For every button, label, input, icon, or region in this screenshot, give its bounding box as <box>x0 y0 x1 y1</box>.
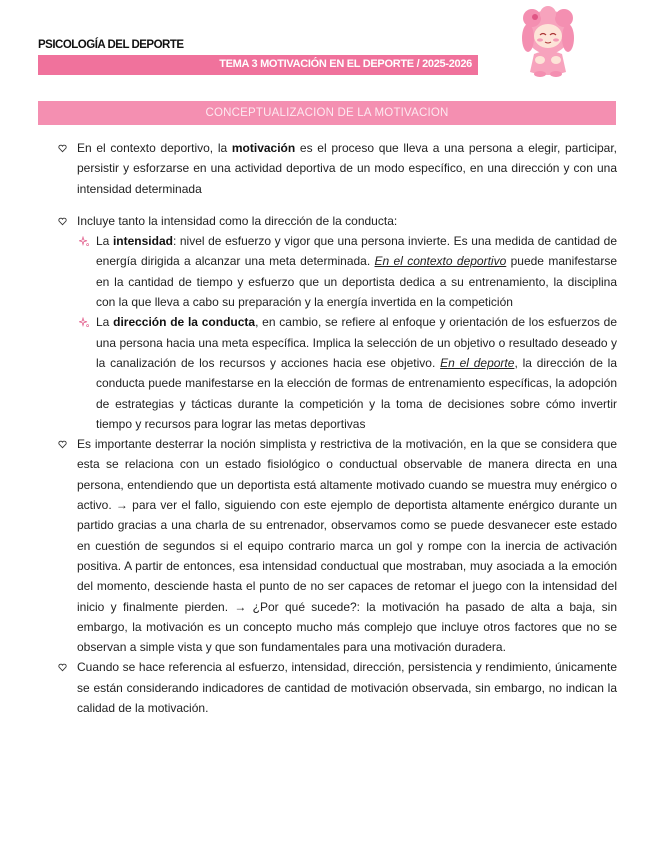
heart-outline-icon <box>58 663 67 672</box>
bullet-item-indicators <box>58 657 617 718</box>
bullet-item-definition <box>58 138 617 199</box>
paragraph-text: Incluye tanto la intensidad como la dirección de la conducta: <box>77 213 398 228</box>
text-run: La <box>96 234 113 249</box>
sub-bullet-intensidad <box>58 231 617 312</box>
text-run: , en cambio, se refiere al enfoque y orientación de los esfuerzos de una persona hacia una meta específica. Implica la selección de un objetivo o resultado deseado y la canalización de los recursos y acciones hacia ese objetivo. <box>96 315 617 370</box>
text-run: , la dirección de la conducta puede manifestarse en la elección de formas de entrenamiento específicas, la adopción de estrategias y tácticas durante la competición y la toma de decisiones sobre cómo invertir tiempo y recursos para lograr las metas deportivas <box>96 355 617 431</box>
topic-title: TEMA 3 MOTIVACIÓN EN EL DEPORTE / 2025-2026 <box>219 58 472 70</box>
text-run: : nivel de esfuerzo y vigor que una persona invierte. Es una medida de cantidad de energía dirigida a alcanzar una meta determinada. <box>96 234 617 269</box>
document-body <box>58 138 617 718</box>
text-run: es el proceso que lleva a una persona a elegir, participar, persistir y esforzarse en una actividad deportiva de un modo específico, en una dirección y con una intensidad determinada <box>77 141 617 196</box>
underlined-phrase: En el deporte <box>440 355 515 370</box>
paragraph-text <box>96 312 617 434</box>
subject-title: PSICOLOGÍA DEL DEPORTE <box>38 39 184 51</box>
text-run: La <box>96 315 114 330</box>
heart-outline-icon <box>58 144 67 153</box>
paragraph-text: Es importante desterrar la noción simplista y restrictiva de la motivación, en la que se considera que esta se relaciona con un estado fisiológico o conductual observable de manera directa en una persona, entendiendo que un deportista está altamente motivado cuando se muestra muy enérgico o activo. → para ver el fallo, siguiendo con este ejemplo de deportista altamente enérgico durante un partido gracias a una charla de su entrenador, observamos como se puede desvanecer este estado en cuestión de segundos si el equipo contrario marca un gol y rompe con la inercia de activación positiva. A partir de entonces, esa intensidad conductual que mostraban, muy asociada a la emoción del momento, desciende hasta el punto de no ser capaces de retomar el juego con la intensidad del inicio y finalmente pierden. → ¿Por qué sucede?: la motivación ha pasado de alta a baja, sin embargo, la motivación es un concepto mucho más complejo que incluye otros factores que no se observan a simple vista y que son fundamentales para una motivación duradera. <box>77 437 617 655</box>
section-title: CONCEPTUALIZACION DE LA MOTIVACION <box>205 107 449 119</box>
bullet-item-misconception <box>58 434 617 657</box>
bold-term: intensidad <box>112 234 173 249</box>
heart-outline-icon <box>58 217 67 226</box>
underlined-phrase: En el contexto deportivo <box>374 254 507 269</box>
paragraph-text <box>77 138 617 199</box>
bullet-item-components <box>58 211 617 231</box>
topic-banner <box>38 55 478 75</box>
text-run: puede manifestarse en la cantidad de tiempo y esfuerzo que un deportista dedica a su entrenamiento, la disciplina con la que lleva a cabo su preparación y la energía invertida en la competición <box>96 254 618 310</box>
pink-mascot-illustration <box>518 6 578 78</box>
sparkle-icon <box>79 236 90 247</box>
sparkle-icon <box>79 317 90 328</box>
section-header <box>38 101 616 125</box>
sub-bullet-direccion <box>58 312 617 434</box>
paragraph-text: Cuando se hace referencia al esfuerzo, intensidad, dirección, persistencia y rendimiento, únicamente se están considerando indicadores de cantidad de motivación observada, sin embargo, no indican la calidad de la motivación. <box>77 660 617 716</box>
paragraph-text <box>96 231 617 312</box>
bold-term: motivación <box>231 141 296 155</box>
heart-outline-icon <box>58 440 67 449</box>
text-run: En el contexto deportivo, la <box>77 141 232 155</box>
bold-term: dirección de la conducta <box>113 315 256 330</box>
